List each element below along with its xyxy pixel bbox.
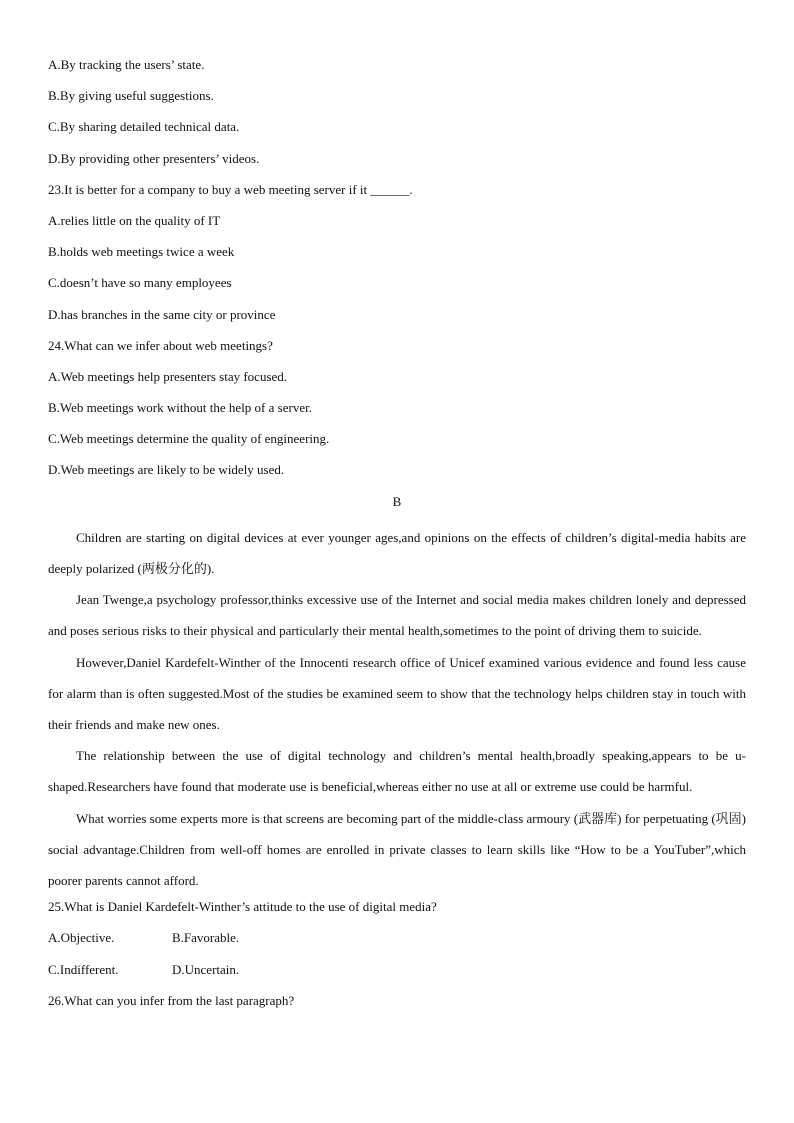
section-label: B xyxy=(392,493,402,509)
passage-paragraph-5 xyxy=(48,803,746,897)
q23-option-a: A.relies little on the quality of IT xyxy=(48,212,221,228)
passage-paragraph-4 xyxy=(48,740,746,802)
passage-paragraph-2-text: Jean Twenge,a psychology professor,thinks excessive use of the Internet and social media makes children lonely and depressed and poses serious risks to their physical and particularly their mental health,sometimes to the point of driving them to suicide. xyxy=(48,592,746,639)
passage-paragraph-1-text: Children are starting on digital devices at ever younger ages,and opinions on the effects of children’s digital-media habits are deeply polarized (两极分化的). xyxy=(48,529,746,577)
q23-option-c: C.doesn’t have so many employees xyxy=(48,275,232,291)
q24-option-a: A.Web meetings help presenters stay focused. xyxy=(48,368,288,384)
q25-option-c: C.Indifferent. xyxy=(48,961,119,977)
q24-option-b: B.Web meetings work without the help of a server. xyxy=(48,400,312,416)
passage-paragraph-4-text: The relationship between the use of digital technology and children’s mental health,broadly speaking,appears to be u-shaped.Researchers have found that moderate use is beneficial,whereas either no use at all or extreme use could be harmful. xyxy=(48,748,746,795)
passage-paragraph-1 xyxy=(48,522,746,584)
q23-option-b: B.holds web meetings twice a week xyxy=(48,244,235,260)
q24-option-d: D.Web meetings are likely to be widely used. xyxy=(48,462,285,478)
q22-option-a: A.By tracking the users’ state. xyxy=(48,57,205,72)
q25-options-row-2 xyxy=(48,959,746,990)
q25-options-row-1 xyxy=(48,927,746,958)
q25-option-b: B.Favorable. xyxy=(172,930,240,946)
q26-stem: 26.What can you infer from the last paragraph? xyxy=(48,992,295,1008)
q25-option-a: A.Objective. xyxy=(48,930,115,946)
q22-option-d: D.By providing other presenters’ videos. xyxy=(48,150,260,166)
passage-paragraph-5-text: What worries some experts more is that screens are becoming part of the middle-class armoury (武器库) for perpetuating (巩固) social advantage.Children from well-off homes are enrolled in private classes to learn skills like “How to be a YouTuber”,which poorer parents cannot afford. xyxy=(48,810,747,889)
passage-paragraph-2 xyxy=(48,584,746,646)
q24-stem: 24.What can we infer about web meetings? xyxy=(48,337,273,353)
q24-option-c: C.Web meetings determine the quality of engineering. xyxy=(48,431,330,447)
q22-option-b: B.By giving useful suggestions. xyxy=(48,88,214,104)
q23-stem: 23.It is better for a company to buy a web meeting server if it ______. xyxy=(48,181,413,197)
q22-option-c: C.By sharing detailed technical data. xyxy=(48,119,240,135)
q25-stem: 25.What is Daniel Kardefelt-Winther’s attitude to the use of digital media? xyxy=(48,899,437,915)
passage-paragraph-3-text: However,Daniel Kardefelt-Winther of the Innocenti research office of Unicef examined various evidence and found less cause for alarm than is often suggested.Most of the studies be examined seem to show that the technology helps children stay in touch with their friends and make new ones. xyxy=(48,654,746,733)
q25-option-d: D.Uncertain. xyxy=(172,961,240,977)
passage-paragraph-3 xyxy=(48,647,746,741)
q23-option-d: D.has branches in the same city or province xyxy=(48,306,276,322)
